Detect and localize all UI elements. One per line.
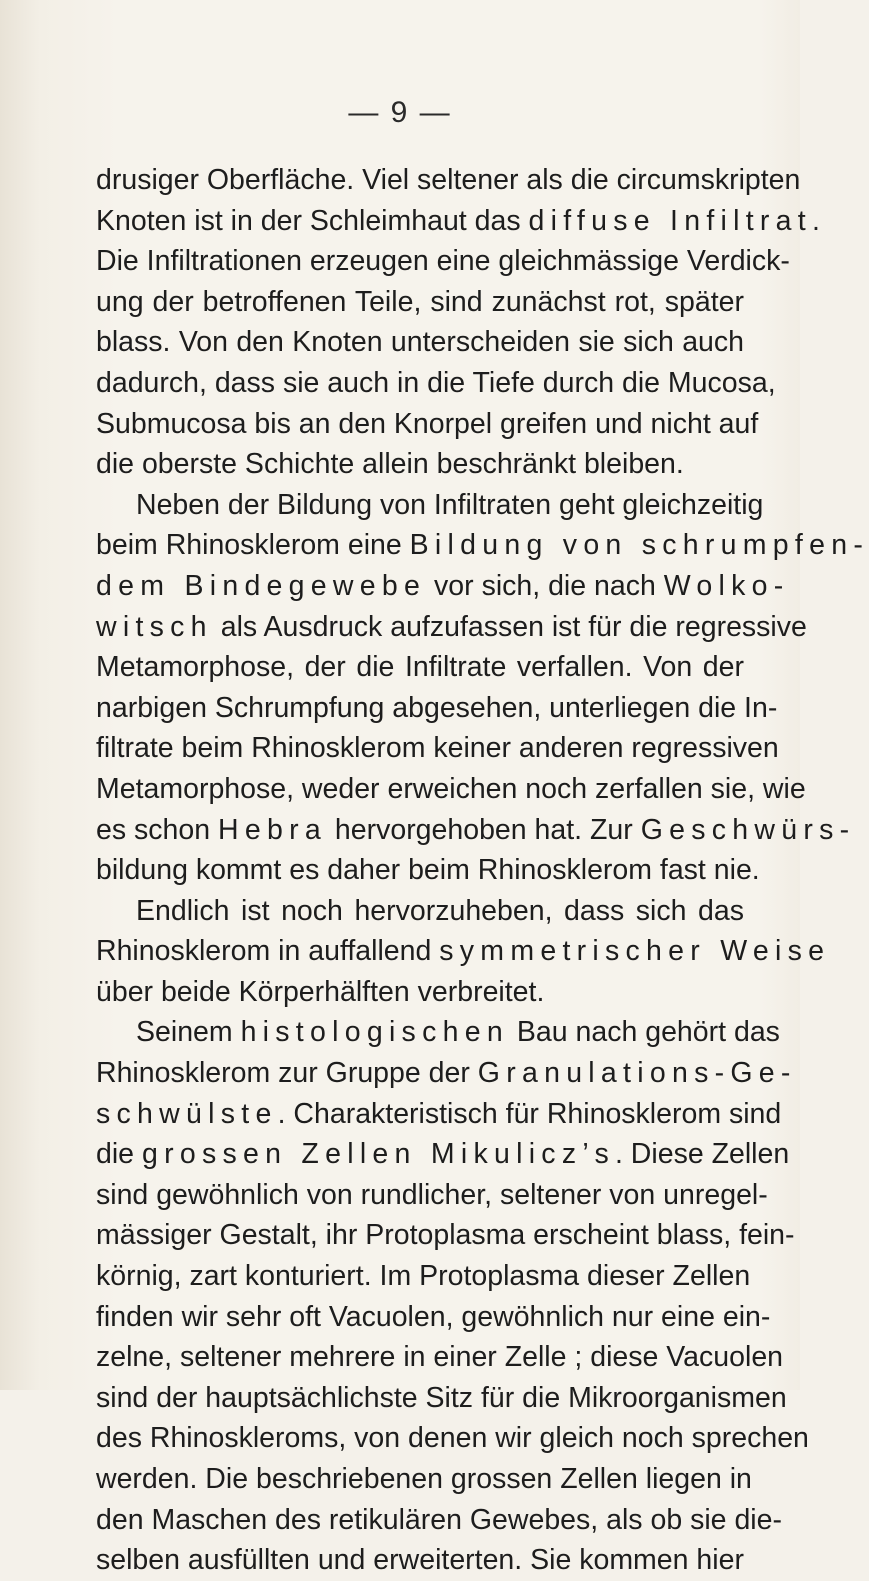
text-segment: des Rhinoskleroms, von denen wir gleich noch sprechen — [96, 1422, 809, 1455]
spaced-emphasis: symmetrischer Weise — [439, 935, 831, 968]
text-segment: Submucosa bis an den Knorpel greifen und nicht auf — [96, 407, 759, 440]
text-line — [96, 525, 869, 566]
text-segment: die oberste Schichte allein beschränkt bleiben. — [96, 448, 684, 481]
text-line — [96, 1418, 809, 1459]
text-line — [96, 566, 790, 607]
text-line — [96, 1297, 771, 1338]
text-segment: Seinem — [136, 1016, 241, 1049]
text-segment: . — [812, 204, 820, 237]
spaced-emphasis: schwülste — [96, 1097, 278, 1130]
spaced-emphasis: diffuse Infiltrat — [528, 204, 812, 237]
text-line — [96, 1053, 797, 1094]
spaced-emphasis: Geschwürs- — [640, 813, 856, 846]
text-line — [96, 1094, 782, 1135]
text-line — [96, 1337, 784, 1378]
spaced-emphasis: dem Bindegewebe — [96, 569, 427, 602]
text-segment: Neben der Bildung von Infiltraten geht gleichzeitig — [136, 488, 764, 521]
text-segment: blass. Von den Knoten unterscheiden sie sich auch — [96, 326, 744, 359]
spaced-emphasis: grossen Zellen Mikulicz’s — [141, 1138, 615, 1171]
text-segment: bildung kommt es daher beim Rhinosklerom fast nie. — [96, 854, 760, 887]
text-segment: werden. Die beschriebenen grossen Zellen liegen in — [96, 1463, 752, 1495]
text-line — [96, 891, 744, 932]
text-segment: sind der hauptsächlichste Sitz für die Mikroorganismen — [96, 1381, 787, 1414]
text-segment: filtrate beim Rhinosklerom keiner anderen regressiven — [96, 732, 779, 765]
text-segment: drusiger Oberfläche. Viel seltener als die circumskripten — [96, 164, 801, 196]
body-text — [96, 160, 869, 1581]
spaced-emphasis: Granulations-Ge- — [477, 1057, 797, 1090]
text-segment: über beide Körperhälften verbreitet. — [96, 975, 545, 1008]
text-segment: es schon — [96, 813, 218, 846]
text-segment: sind gewöhnlich von rundlicher, seltener von unregel- — [96, 1178, 768, 1211]
text-segment: die — [96, 1138, 142, 1171]
text-line — [96, 607, 807, 648]
text-segment: vor sich, die nach — [426, 569, 664, 602]
text-segment: Die Infiltrationen erzeugen eine gleichmässige Verdick- — [96, 245, 790, 278]
text-line — [96, 1134, 790, 1175]
text-segment: ung der betroffenen Teile, sind zunächst rot, später — [96, 285, 744, 318]
text-segment: narbigen Schrumpfung abgesehen, unterliegen die In- — [96, 691, 778, 724]
text-line — [96, 485, 764, 526]
text-segment: . Diese Zellen — [614, 1138, 790, 1171]
text-segment: zelne, seltener mehrere in einer Zelle ; diese Vacuolen — [96, 1341, 784, 1374]
text-segment: Metamorphose, der die Infiltrate verfallen. Von der — [96, 651, 744, 684]
text-line — [96, 160, 801, 201]
text-line — [96, 1175, 768, 1216]
text-line — [96, 810, 856, 851]
text-line — [96, 444, 744, 485]
page-number: — 9 — — [348, 96, 452, 129]
text-segment: Metamorphose, weder erweichen noch zerfallen sie, wie — [96, 772, 806, 805]
spaced-emphasis: witsch — [96, 610, 213, 643]
text-line — [96, 769, 806, 810]
text-segment: Knoten ist in der Schleimhaut das — [96, 204, 529, 237]
text-line — [96, 322, 744, 363]
text-line — [96, 241, 790, 282]
spaced-emphasis: Hebra — [218, 813, 327, 846]
text-segment: Rhinosklerom zur Gruppe der — [96, 1057, 478, 1090]
spaced-emphasis: histologischen — [240, 1016, 509, 1049]
text-segment: selben ausfüllten und erweiterten. Sie kommen hier — [96, 1544, 744, 1577]
text-segment: Bau nach gehört das — [508, 1016, 780, 1049]
text-line — [96, 404, 759, 445]
text-line — [96, 728, 779, 769]
text-line — [96, 647, 744, 688]
text-line — [96, 1378, 787, 1419]
spaced-emphasis: Bildung von schrumpfen- — [409, 529, 869, 562]
spaced-emphasis: Wolko- — [663, 569, 790, 602]
text-line — [96, 931, 831, 972]
text-segment: körnig, zart konturiert. Im Protoplasma dieser Zellen — [96, 1260, 751, 1293]
text-segment: mässiger Gestalt, ihr Protoplasma erscheint blass, fein- — [96, 1219, 795, 1252]
text-line — [96, 1256, 751, 1297]
text-line — [96, 1500, 782, 1541]
text-line — [96, 972, 744, 1013]
text-segment: hervorgehoben hat. Zur — [326, 813, 641, 846]
text-line — [96, 1012, 780, 1053]
text-line — [96, 1215, 795, 1256]
text-line — [96, 201, 820, 242]
text-line — [96, 1540, 744, 1581]
text-segment: beim Rhinosklerom eine — [96, 529, 410, 562]
text-line — [96, 363, 776, 404]
text-line — [96, 850, 760, 891]
text-segment: dadurch, dass sie auch in die Tiefe durch die Mucosa, — [96, 366, 776, 399]
text-line — [96, 1459, 752, 1500]
text-segment: Endlich ist noch hervorzuheben, dass sich das — [136, 894, 744, 927]
text-segment: finden wir sehr oft Vacuolen, gewöhnlich nur eine ein- — [96, 1300, 771, 1333]
text-segment: . Charakteristisch für Rhinosklerom sind — [277, 1097, 782, 1130]
text-segment: als Ausdruck aufzufassen ist für die regressive — [212, 610, 807, 643]
text-segment: Rhinosklerom in auffallend — [96, 935, 440, 968]
text-line — [96, 688, 778, 729]
text-line — [96, 282, 744, 323]
text-segment: den Maschen des retikulären Gewebes, als ob sie die- — [96, 1503, 782, 1536]
